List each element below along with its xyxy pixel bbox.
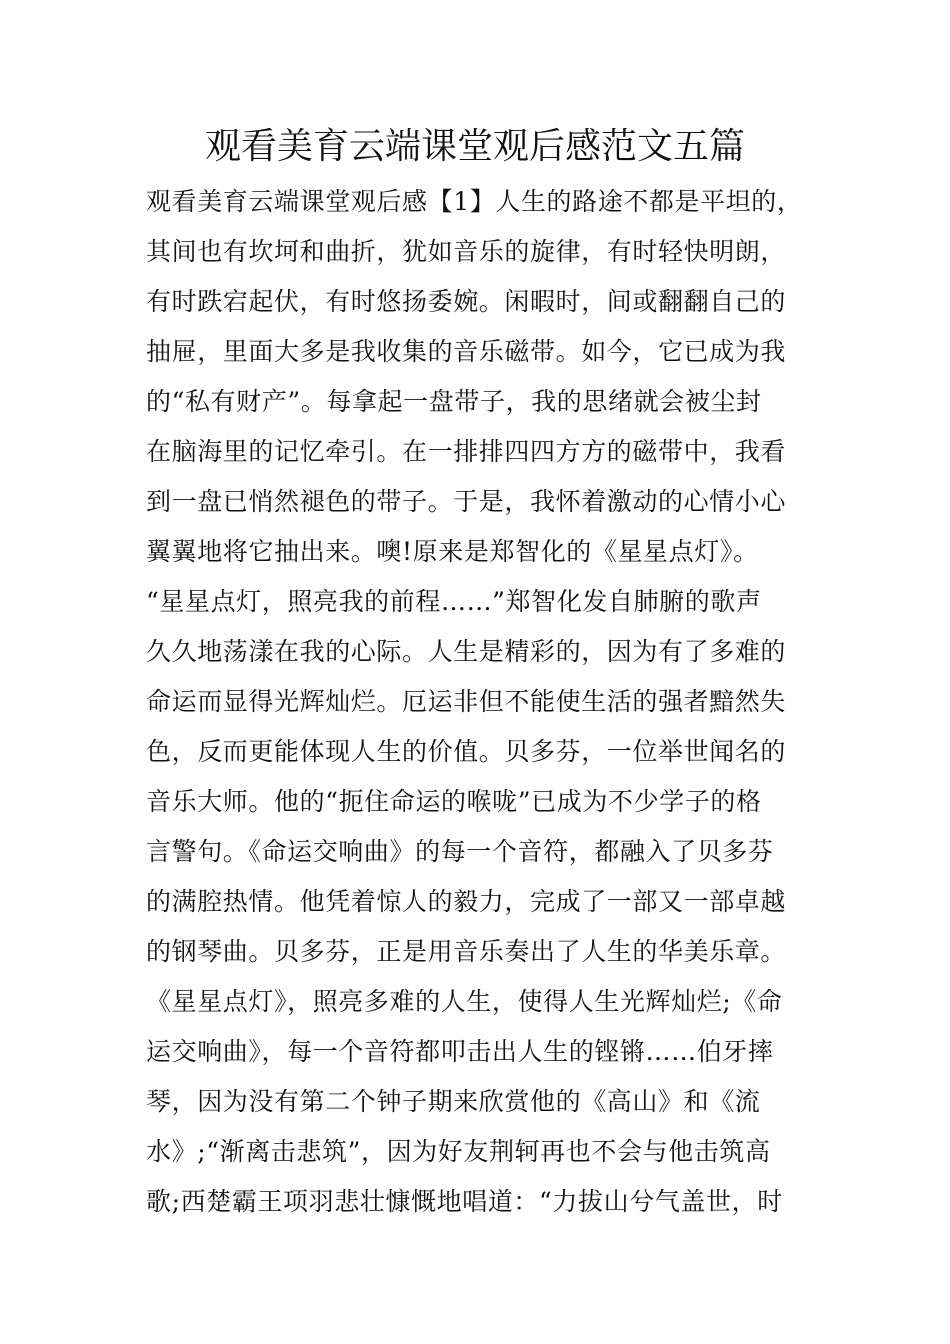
text-line: 有时跌宕起伏，有时悠扬委婉。闲暇时，间或翻翻自己的 [146,287,787,316]
document-body [146,177,816,1227]
text-line: 琴，因为没有第二个钟子期来欣赏他的《高山》和《流 [146,1087,761,1116]
text-line: 《星星点灯》，照亮多难的人生，使得人生光辉灿烂;《命 [146,987,783,1016]
text-line: 的钢琴曲。贝多芬，正是用音乐奏出了人生的华美乐章。 [146,937,787,966]
text-line: 久久地荡漾在我的心际。人生是精彩的，因为有了多难的 [146,637,787,666]
text-line: 色，反而更能体现人生的价值。贝多芬，一位举世闻名的 [146,737,787,766]
text-line: 的“私有财产”。每拿起一盘带子，我的思绪就会被尘封 [146,387,762,416]
text-line: 言警句。《命运交响曲》的每一个音符，都融入了贝多芬 [146,837,774,866]
text-line: 翼翼地将它抽出来。噢!原来是郑智化的《星星点灯》。 [146,537,759,566]
document-title: 观看美育云端课堂观后感范文五篇 [204,126,745,167]
text-line: 命运而显得光辉灿烂。厄运非但不能使生活的强者黯然失 [146,687,787,716]
text-line: 运交响曲》，每一个音符都叩击出人生的铿锵……伯牙摔 [146,1037,774,1066]
text-line: 其间也有坎坷和曲折，犹如音乐的旋律，有时轻快明朗， [146,237,787,266]
text-line: 水》;“渐离击悲筑”，因为好友荆轲再也不会与他击筑高 [146,1137,771,1166]
text-line: “星星点灯，照亮我的前程……”郑智化发自肺腑的歌声 [146,587,762,616]
text-line: 歌;西楚霸王项羽悲壮慷慨地唱道：“力拔山兮气盖世，时 [146,1187,783,1216]
text-line: 到一盘已悄然褪色的带子。于是，我怀着激动的心情小心 [146,487,787,516]
text-line: 抽屉，里面大多是我收集的音乐磁带。如今，它已成为我 [146,337,787,366]
text-line: 观看美育云端课堂观后感【1】人生的路途不都是平坦的， [146,187,803,216]
text-line: 音乐大师。他的“扼住命运的喉咙”已成为不少学子的格 [146,787,762,816]
text-line: 在脑海里的记忆牵引。在一排排四四方方的磁带中，我看 [146,437,787,466]
text-line: 的满腔热情。他凭着惊人的毅力，完成了一部又一部卓越 [146,887,787,916]
